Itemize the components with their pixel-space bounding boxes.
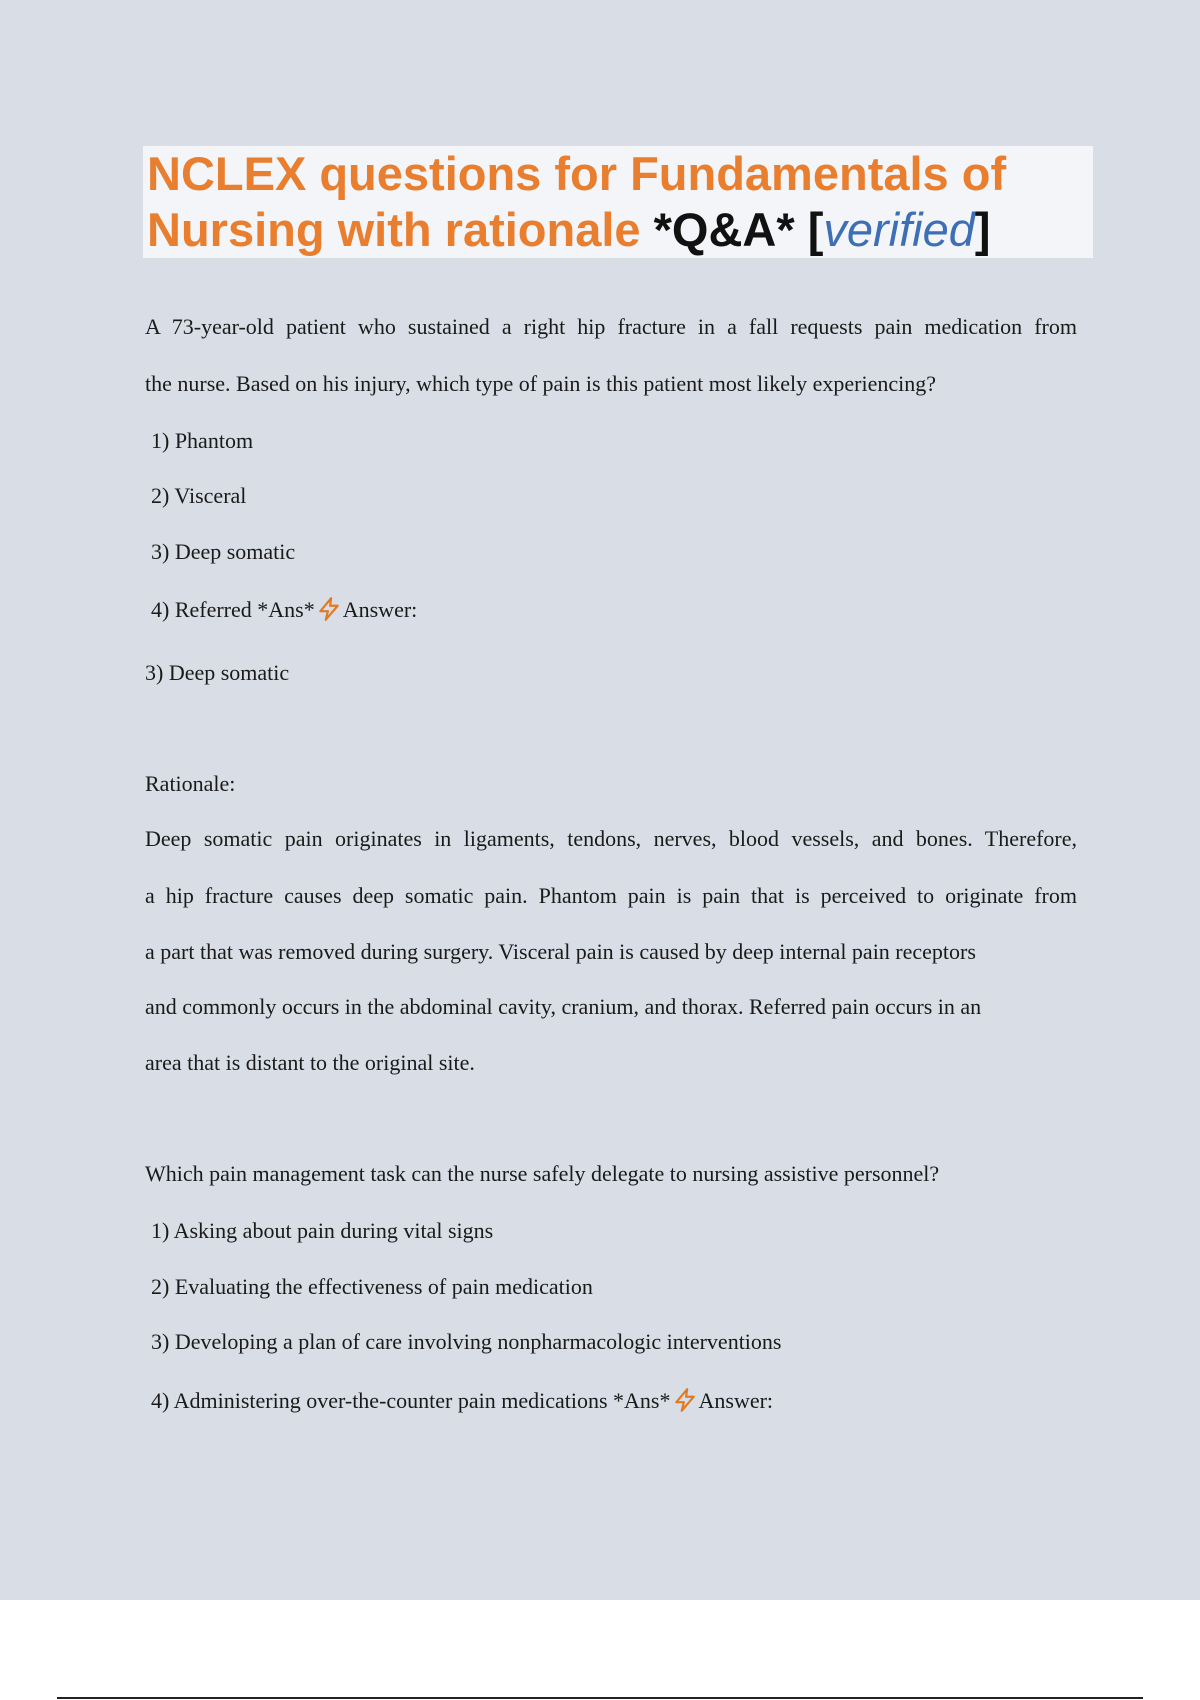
rationale-line-4: and commonly occurs in the abdominal cavity, cranium, and thorax. Referred pain occurs in an bbox=[145, 994, 982, 1019]
document-title bbox=[147, 146, 1087, 258]
title-qa: *Q&A* bbox=[653, 203, 795, 256]
title-main: NCLEX questions for Fundamentals of Nursing with rationale bbox=[147, 147, 1007, 256]
footer-divider bbox=[57, 1697, 1143, 1699]
question-1-option-4 bbox=[151, 596, 417, 624]
question-1-stem-line-2: the nurse. Based on his injury, which type of pain is this patient most likely experiencing? bbox=[145, 371, 937, 396]
question-1-option-3: 3) Deep somatic bbox=[151, 539, 296, 564]
title-verified: verified bbox=[823, 203, 975, 256]
question-2-option-3: 3) Developing a plan of care involving nonpharmacologic interventions bbox=[151, 1329, 782, 1354]
question-1-option-1: 1) Phantom bbox=[151, 428, 254, 453]
option-4-text: 4) Referred *Ans* bbox=[151, 597, 315, 622]
question-2-option-1: 1) Asking about pain during vital signs bbox=[151, 1218, 494, 1243]
rationale-line-3: a part that was removed during surgery. Visceral pain is caused by deep internal pain receptors bbox=[145, 939, 976, 964]
lightning-bolt-icon bbox=[316, 596, 342, 622]
rationale-heading: Rationale: bbox=[145, 771, 236, 796]
question-2-option-4 bbox=[151, 1387, 773, 1415]
rationale-line-2: a hip fracture causes deep somatic pain. Phantom pain is pain that is perceived to originate from bbox=[145, 883, 1077, 908]
answer-label: Answer: bbox=[342, 597, 418, 622]
rationale-line-5: area that is distant to the original site. bbox=[145, 1050, 475, 1075]
rationale-line-1: Deep somatic pain originates in ligaments, tendons, nerves, blood vessels, and bones. Therefore, bbox=[145, 826, 1077, 851]
question-1-stem-line-1: A 73-year-old patient who sustained a right hip fracture in a fall requests pain medication from bbox=[145, 314, 1077, 339]
question-2-option-2: 2) Evaluating the effectiveness of pain medication bbox=[151, 1274, 593, 1299]
title-bracket-open: [ bbox=[807, 203, 824, 256]
question-2-stem: Which pain management task can the nurse safely delegate to nursing assistive personnel? bbox=[145, 1161, 940, 1186]
answer-label: Answer: bbox=[698, 1388, 774, 1413]
question-1-option-2: 2) Visceral bbox=[151, 483, 247, 508]
question-1-answer: 3) Deep somatic bbox=[145, 660, 290, 685]
option-4-text: 4) Administering over-the-counter pain medications *Ans* bbox=[151, 1388, 671, 1413]
lightning-bolt-icon bbox=[672, 1387, 698, 1413]
title-bracket-close: ] bbox=[974, 203, 991, 256]
